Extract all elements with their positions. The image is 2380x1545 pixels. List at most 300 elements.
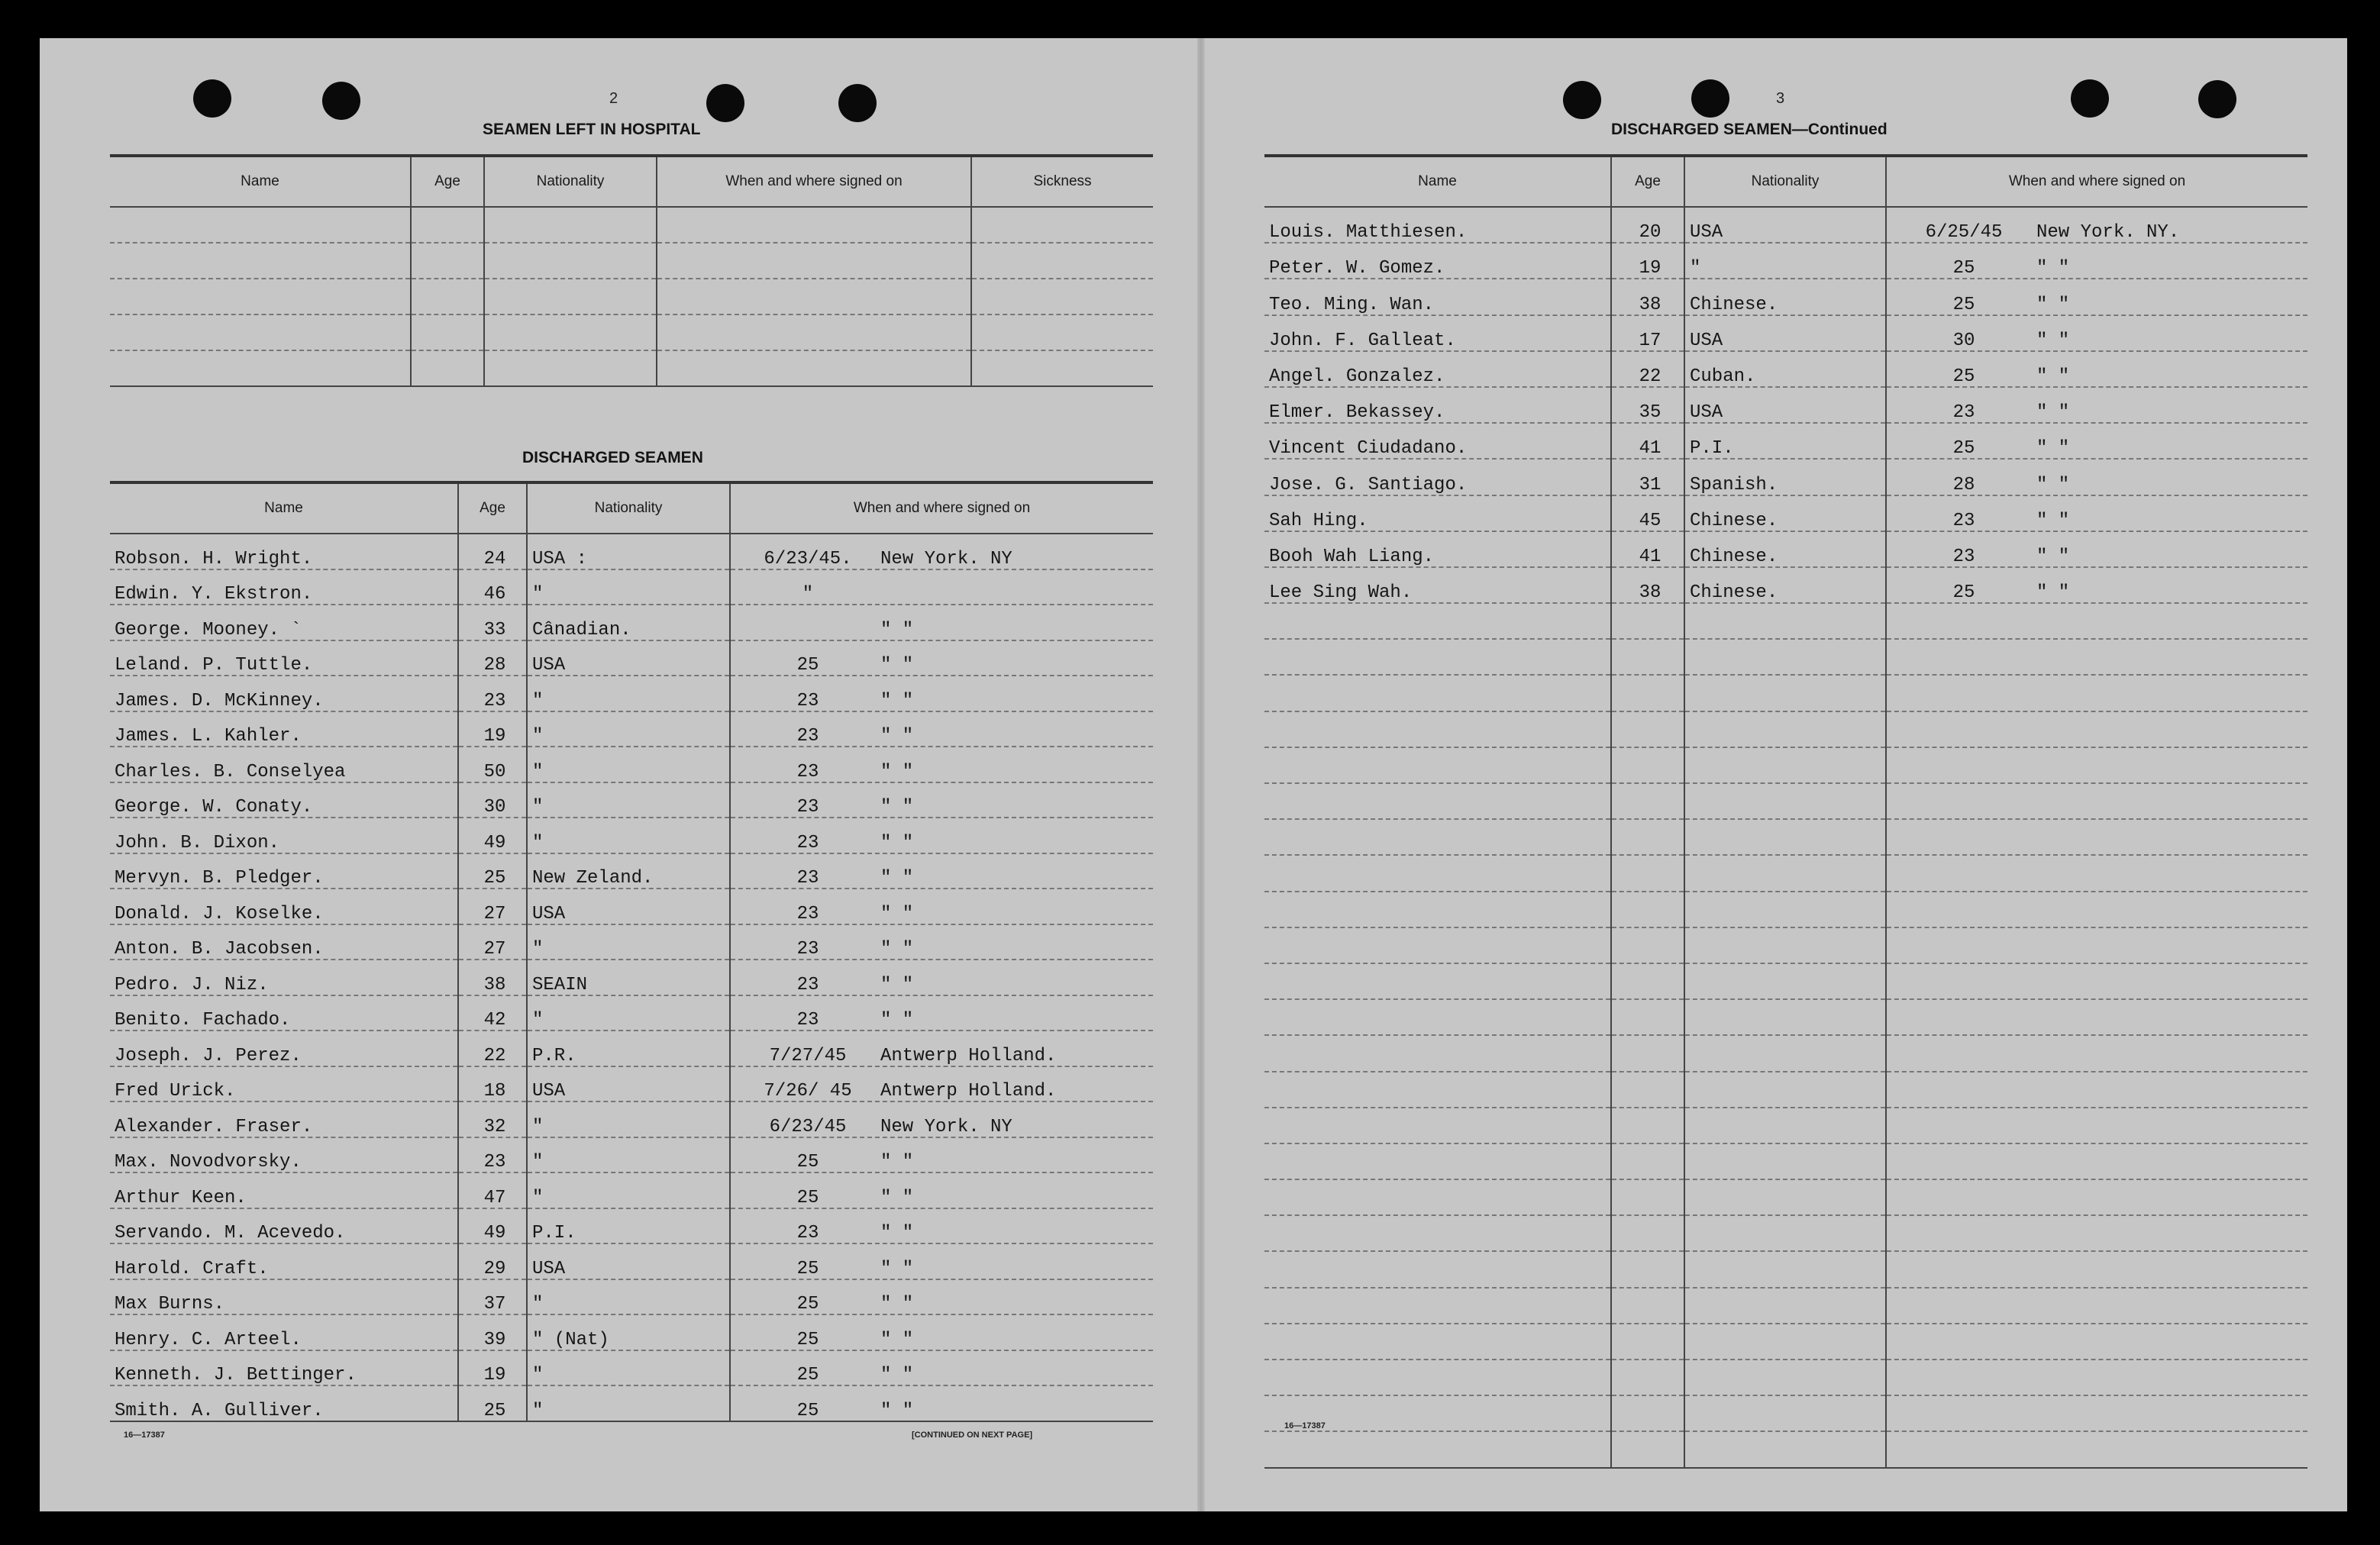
- signed-on-cell: [1886, 603, 2307, 639]
- seaman-age: 17: [1611, 315, 1684, 351]
- seaman-nationality: [1684, 1288, 1886, 1324]
- signed-on-cell: [1886, 1072, 2307, 1108]
- discharged-continued-table: [1264, 154, 2307, 1469]
- seaman-name: Alexander. Fraser.: [110, 1101, 458, 1137]
- signed-on-cell: [730, 1208, 1153, 1244]
- seaman-name: Peter. W. Gomez.: [1264, 243, 1611, 279]
- seaman-name: Pedro. J. Niz.: [110, 960, 458, 995]
- table-row: [1264, 531, 2307, 567]
- signed-on-cell: [730, 534, 1153, 569]
- seaman-age: [1611, 1431, 1684, 1467]
- seaman-name: Max Burns.: [110, 1279, 458, 1315]
- seaman-nationality: [1684, 1251, 1886, 1287]
- signed-date: 25: [796, 1258, 819, 1279]
- signed-on-cell: [1886, 963, 2307, 999]
- seaman-name: [1264, 711, 1611, 747]
- seaman-nationality: Spanish.: [1684, 459, 1886, 495]
- signed-date: 23: [796, 939, 819, 960]
- signed-on-cell: [1886, 495, 2307, 531]
- signed-date: 28: [1952, 474, 1975, 495]
- seaman-nationality: ": [527, 1279, 730, 1315]
- signed-on-cell: [730, 1279, 1153, 1315]
- seaman-name: Henry. C. Arteel.: [110, 1314, 458, 1350]
- signed-place: " ": [880, 903, 914, 924]
- seaman-name: [1264, 1360, 1611, 1395]
- table-row: [110, 747, 1153, 782]
- seaman-nationality: [1684, 1431, 1886, 1467]
- seaman-age: 45: [1611, 495, 1684, 531]
- signed-date: 25: [1952, 582, 1975, 604]
- signed-place: " ": [880, 1187, 914, 1208]
- punch-hole: [706, 84, 744, 122]
- signed-on-cell: [1886, 1251, 2307, 1287]
- punch-hole: [322, 82, 360, 120]
- seaman-name: Smith. A. Gulliver.: [110, 1385, 458, 1421]
- seaman-nationality: USA: [1684, 387, 1886, 423]
- table-row: [1264, 783, 2307, 819]
- seaman-name: Angel. Gonzalez.: [1264, 351, 1611, 387]
- table-row: [1264, 567, 2307, 603]
- signed-date: 23: [796, 690, 819, 711]
- seaman-age: 19: [1611, 243, 1684, 279]
- seaman-name: Vincent Ciudadano.: [1264, 423, 1611, 459]
- signed-place: " ": [880, 939, 914, 960]
- right-title: [1611, 121, 1888, 139]
- seaman-age: [1611, 1288, 1684, 1324]
- seaman-age: 19: [458, 1350, 527, 1386]
- seaman-age: [1611, 892, 1684, 927]
- seaman-age: 38: [1611, 567, 1684, 603]
- seaman-age: [1611, 1035, 1684, 1071]
- seaman-nationality: [1684, 999, 1886, 1035]
- signed-date: 7/27/45: [769, 1045, 847, 1066]
- seaman-age: 25: [458, 1385, 527, 1421]
- seaman-name: [1264, 855, 1611, 891]
- table-row: [110, 889, 1153, 924]
- signed-place: " ": [2036, 582, 2070, 604]
- seaman-nationality: ": [527, 1172, 730, 1208]
- table-row: [110, 243, 1153, 279]
- seaman-age: 47: [458, 1172, 527, 1208]
- signed-place: " ": [2036, 294, 2070, 315]
- seaman-nationality: USA: [527, 1243, 730, 1279]
- table-row: [110, 924, 1153, 960]
- signed-place: " ": [880, 655, 914, 676]
- signed-on-cell: [730, 995, 1153, 1031]
- signed-on-cell: [1886, 243, 2307, 279]
- signed-on-cell: [1886, 927, 2307, 963]
- seaman-age: [1611, 1108, 1684, 1143]
- seaman-age: 23: [458, 676, 527, 711]
- signed-on-cell: [730, 1314, 1153, 1350]
- seaman-age: 35: [1611, 387, 1684, 423]
- signed-place: " ": [880, 1258, 914, 1279]
- seaman-age: 42: [458, 995, 527, 1031]
- seaman-nationality: ": [527, 1137, 730, 1173]
- table-row: [1264, 603, 2307, 639]
- table-row: [110, 1172, 1153, 1208]
- signed-place: " ": [2036, 402, 2070, 424]
- seaman-name: [1264, 603, 1611, 639]
- signed-on-cell: [730, 924, 1153, 960]
- seaman-nationality: ": [527, 676, 730, 711]
- signed-on-cell: [730, 1243, 1153, 1279]
- signed-on-cell: [1886, 999, 2307, 1035]
- seaman-name: [1264, 927, 1611, 963]
- table-row: [1264, 351, 2307, 387]
- document-sheet: [40, 38, 2347, 1511]
- seaman-name: John. B. Dixon.: [110, 818, 458, 853]
- seaman-age: [1611, 747, 1684, 783]
- signed-on-cell: [730, 1031, 1153, 1066]
- signed-date: 25: [796, 1152, 819, 1172]
- signed-place: " ": [2036, 330, 2070, 351]
- signed-date: 25: [796, 1294, 819, 1314]
- right-page-number: 3: [1776, 90, 1785, 107]
- col-nationality: Nationality: [527, 482, 730, 534]
- signed-place: " ": [2036, 546, 2070, 567]
- signed-place: " ": [880, 690, 914, 711]
- signed-on-cell: [1886, 1179, 2307, 1215]
- seaman-name: [1264, 1179, 1611, 1215]
- table-row: [1264, 1395, 2307, 1431]
- signed-on-cell: [1886, 1324, 2307, 1360]
- signed-on-cell: [730, 747, 1153, 782]
- seaman-name: James. D. McKinney.: [110, 676, 458, 711]
- signed-on-cell: [730, 1385, 1153, 1421]
- table-row: [1264, 1215, 2307, 1251]
- seaman-name: [1264, 1215, 1611, 1251]
- seaman-name: [1264, 783, 1611, 819]
- table-row: [1264, 1288, 2307, 1324]
- signed-date: 6/25/45: [1925, 222, 2003, 244]
- seaman-nationality: USA: [1684, 207, 1886, 243]
- seaman-age: 22: [458, 1031, 527, 1066]
- signed-on-cell: [1886, 459, 2307, 495]
- seaman-name: Sah Hing.: [1264, 495, 1611, 531]
- seaman-nationality: Cuban.: [1684, 351, 1886, 387]
- table-row: [110, 1385, 1153, 1421]
- seaman-age: [1611, 639, 1684, 675]
- signed-on-cell: [1886, 1360, 2307, 1395]
- seaman-age: 32: [458, 1101, 527, 1137]
- seaman-name: [1264, 1072, 1611, 1108]
- table-row: [1264, 423, 2307, 459]
- seaman-name: Jose. G. Santiago.: [1264, 459, 1611, 495]
- seaman-age: 46: [458, 569, 527, 605]
- signed-on-cell: [1886, 783, 2307, 819]
- table-row: [1264, 927, 2307, 963]
- signed-place: " ": [880, 868, 914, 889]
- seaman-name: [1264, 999, 1611, 1035]
- seaman-name: Louis. Matthiesen.: [1264, 207, 1611, 243]
- seaman-age: [1611, 1143, 1684, 1179]
- col-age: Age: [1611, 156, 1684, 207]
- signed-place: " ": [880, 797, 914, 818]
- signed-place: " ": [880, 1365, 914, 1385]
- signed-on-cell: [730, 1350, 1153, 1386]
- table-row: [1264, 243, 2307, 279]
- seaman-age: 50: [458, 747, 527, 782]
- signed-date: 23: [796, 903, 819, 924]
- signed-on-cell: [1886, 351, 2307, 387]
- seaman-name: [1264, 963, 1611, 999]
- seaman-age: [1611, 1179, 1684, 1215]
- seaman-age: [1611, 999, 1684, 1035]
- signed-date: 30: [1952, 330, 1975, 351]
- seaman-name: [1264, 1288, 1611, 1324]
- seaman-age: 23: [458, 1137, 527, 1173]
- seaman-name: Mervyn. B. Pledger.: [110, 853, 458, 889]
- signed-place: " ": [2036, 258, 2070, 279]
- seaman-name: Robson. H. Wright.: [110, 534, 458, 569]
- table-row: [110, 1208, 1153, 1244]
- seaman-age: 24: [458, 534, 527, 569]
- seaman-nationality: Chinese.: [1684, 495, 1886, 531]
- table-row: [1264, 279, 2307, 314]
- col-name: Name: [110, 482, 458, 534]
- seaman-age: 19: [458, 711, 527, 747]
- seaman-name: Elmer. Bekassey.: [1264, 387, 1611, 423]
- seaman-nationality: Chinese.: [1684, 279, 1886, 314]
- table-row: [110, 640, 1153, 676]
- table-row: [1264, 1251, 2307, 1287]
- table-row: [1264, 1035, 2307, 1071]
- seaman-nationality: ": [1684, 243, 1886, 279]
- signed-on-cell: [1886, 639, 2307, 675]
- signed-on-cell: [1886, 531, 2307, 567]
- signed-on-cell: [730, 782, 1153, 818]
- table-row: [110, 605, 1153, 640]
- seaman-nationality: New Zeland.: [527, 853, 730, 889]
- signed-date: 25: [796, 1400, 819, 1421]
- seaman-name: James. L. Kahler.: [110, 711, 458, 747]
- signed-date: 23: [1952, 546, 1975, 567]
- signed-on-cell: [730, 1066, 1153, 1102]
- signed-place: " ": [880, 1329, 914, 1350]
- signed-date: 25: [796, 1187, 819, 1208]
- seaman-nationality: [1684, 603, 1886, 639]
- seaman-nationality: [1684, 1072, 1886, 1108]
- table-row: [1264, 459, 2307, 495]
- seaman-age: [1611, 819, 1684, 855]
- seaman-age: [1611, 1395, 1684, 1431]
- signed-on-cell: [730, 818, 1153, 853]
- seaman-name: George. Mooney. `: [110, 605, 458, 640]
- seaman-name: Fred Urick.: [110, 1066, 458, 1102]
- seaman-nationality: [1684, 855, 1886, 891]
- hospital-col-signed-on: When and where signed on: [657, 156, 971, 207]
- signed-on-cell: [730, 676, 1153, 711]
- seaman-age: [1611, 855, 1684, 891]
- seaman-nationality: Cânadian.: [527, 605, 730, 640]
- signed-date: 23: [796, 726, 819, 747]
- table-row: [1264, 387, 2307, 423]
- seaman-age: 28: [458, 640, 527, 676]
- signed-place: Antwerp Holland.: [880, 1045, 1057, 1066]
- seaman-age: 22: [1611, 351, 1684, 387]
- seaman-nationality: ": [527, 711, 730, 747]
- right-form-number: 16—17387: [1284, 1421, 1326, 1430]
- seaman-age: [1611, 1251, 1684, 1287]
- signed-on-cell: [1886, 387, 2307, 423]
- signed-date: 23: [796, 1223, 819, 1243]
- signed-on-cell: [1886, 747, 2307, 783]
- table-row: [110, 279, 1153, 314]
- table-row: [1264, 1324, 2307, 1360]
- signed-on-cell: [1886, 423, 2307, 459]
- seaman-age: [1611, 1215, 1684, 1251]
- table-row: [1264, 1431, 2307, 1467]
- seaman-name: [1264, 1108, 1611, 1143]
- signed-date: 25: [1952, 438, 1975, 460]
- seaman-age: 27: [458, 889, 527, 924]
- col-age: Age: [458, 482, 527, 534]
- table-row: [1264, 1143, 2307, 1179]
- signed-date: 25: [796, 655, 819, 676]
- table-row: [1264, 1179, 2307, 1215]
- signed-date: 25: [1952, 294, 1975, 315]
- seaman-age: [1611, 711, 1684, 747]
- seaman-age: 31: [1611, 459, 1684, 495]
- hospital-title: SEAMEN LEFT IN HOSPITAL: [483, 121, 701, 138]
- seaman-age: 27: [458, 924, 527, 960]
- seaman-nationality: [1684, 927, 1886, 963]
- seaman-age: 38: [1611, 279, 1684, 314]
- seaman-nationality: [1684, 1143, 1886, 1179]
- seaman-age: 41: [1611, 423, 1684, 459]
- signed-place: New York. NY.: [2036, 222, 2180, 244]
- signed-place: New York. NY: [880, 1116, 1012, 1137]
- signed-place: " ": [880, 761, 914, 782]
- seaman-name: Edwin. Y. Ekstron.: [110, 569, 458, 605]
- signed-place: " ": [880, 1223, 914, 1243]
- seaman-age: 41: [1611, 531, 1684, 567]
- table-row: [110, 350, 1153, 386]
- seaman-nationality: ": [527, 1350, 730, 1386]
- signed-on-cell: [730, 711, 1153, 747]
- table-row: [1264, 855, 2307, 891]
- discharged-table: [110, 481, 1153, 1422]
- signed-place: " ": [880, 974, 914, 995]
- seaman-age: [1611, 783, 1684, 819]
- signed-place: New York. NY: [880, 548, 1012, 569]
- seaman-age: [1611, 1072, 1684, 1108]
- hospital-table: [110, 154, 1153, 387]
- table-row: [110, 1031, 1153, 1066]
- table-row: [1264, 963, 2307, 999]
- seaman-nationality: [1684, 1035, 1886, 1071]
- signed-date: 23: [796, 761, 819, 782]
- signed-place: " ": [2036, 438, 2070, 460]
- seaman-age: 39: [458, 1314, 527, 1350]
- signed-date: ": [802, 584, 814, 605]
- seaman-nationality: SEAIN: [527, 960, 730, 995]
- table-row: [1264, 747, 2307, 783]
- right-title-continued: —Continued: [1791, 121, 1888, 138]
- table-row: [110, 1137, 1153, 1173]
- seaman-nationality: USA: [527, 1066, 730, 1102]
- seaman-name: John. F. Galleat.: [1264, 315, 1611, 351]
- seaman-age: 33: [458, 605, 527, 640]
- table-row: [110, 853, 1153, 889]
- signed-on-cell: [1886, 819, 2307, 855]
- seaman-nationality: [1684, 892, 1886, 927]
- seaman-name: Lee Sing Wah.: [1264, 567, 1611, 603]
- seaman-name: [1264, 819, 1611, 855]
- seaman-nationality: " (Nat): [527, 1314, 730, 1350]
- signed-date: 23: [796, 832, 819, 853]
- seaman-nationality: P.I.: [1684, 423, 1886, 459]
- punch-hole: [1691, 79, 1729, 118]
- signed-place: " ": [880, 726, 914, 747]
- seaman-name: Booh Wah Liang.: [1264, 531, 1611, 567]
- signed-on-cell: [1886, 711, 2307, 747]
- seaman-name: [1264, 639, 1611, 675]
- signed-place: " ": [880, 832, 914, 853]
- signed-place: " ": [880, 1294, 914, 1314]
- seaman-nationality: [1684, 1360, 1886, 1395]
- table-row: [1264, 1072, 2307, 1108]
- seaman-age: 37: [458, 1279, 527, 1315]
- table-row: [110, 995, 1153, 1031]
- table-row: [1264, 207, 2307, 243]
- table-row: [1264, 315, 2307, 351]
- signed-on-cell: [730, 853, 1153, 889]
- seaman-age: 49: [458, 818, 527, 853]
- signed-place: " ": [880, 1152, 914, 1172]
- seaman-name: [1264, 675, 1611, 711]
- table-row: [110, 569, 1153, 605]
- table-row: [1264, 639, 2307, 675]
- seaman-name: Anton. B. Jacobsen.: [110, 924, 458, 960]
- signed-place: " ": [880, 1400, 914, 1421]
- seaman-name: Arthur Keen.: [110, 1172, 458, 1208]
- seaman-name: Charles. B. Conselyea: [110, 747, 458, 782]
- punch-hole: [838, 84, 877, 122]
- seaman-nationality: [1684, 1179, 1886, 1215]
- seaman-nationality: USA :: [527, 534, 730, 569]
- table-row: [110, 1066, 1153, 1102]
- table-row: [110, 314, 1153, 350]
- seaman-age: [1611, 603, 1684, 639]
- col-signed-on: When and where signed on: [730, 482, 1153, 534]
- table-row: [110, 1314, 1153, 1350]
- seaman-name: Benito. Fachado.: [110, 995, 458, 1031]
- seaman-nationality: [1684, 1324, 1886, 1360]
- table-row: [110, 818, 1153, 853]
- signed-date: 25: [796, 1365, 819, 1385]
- hospital-col-nationality: Nationality: [484, 156, 657, 207]
- table-row: [1264, 892, 2307, 927]
- signed-date: 23: [1952, 510, 1975, 531]
- signed-place: " ": [2036, 366, 2070, 387]
- signed-on-cell: [730, 1101, 1153, 1137]
- signed-on-cell: [1886, 1143, 2307, 1179]
- table-row: [1264, 1360, 2307, 1395]
- seaman-age: 20: [1611, 207, 1684, 243]
- signed-on-cell: [1886, 279, 2307, 314]
- table-row: [110, 960, 1153, 995]
- punch-hole: [2198, 80, 2236, 118]
- seaman-age: 49: [458, 1208, 527, 1244]
- hospital-col-sickness: Sickness: [971, 156, 1153, 207]
- seaman-nationality: ": [527, 1385, 730, 1421]
- seaman-nationality: [1684, 1108, 1886, 1143]
- signed-on-cell: [1886, 315, 2307, 351]
- seaman-age: 29: [458, 1243, 527, 1279]
- seaman-name: Servando. M. Acevedo.: [110, 1208, 458, 1244]
